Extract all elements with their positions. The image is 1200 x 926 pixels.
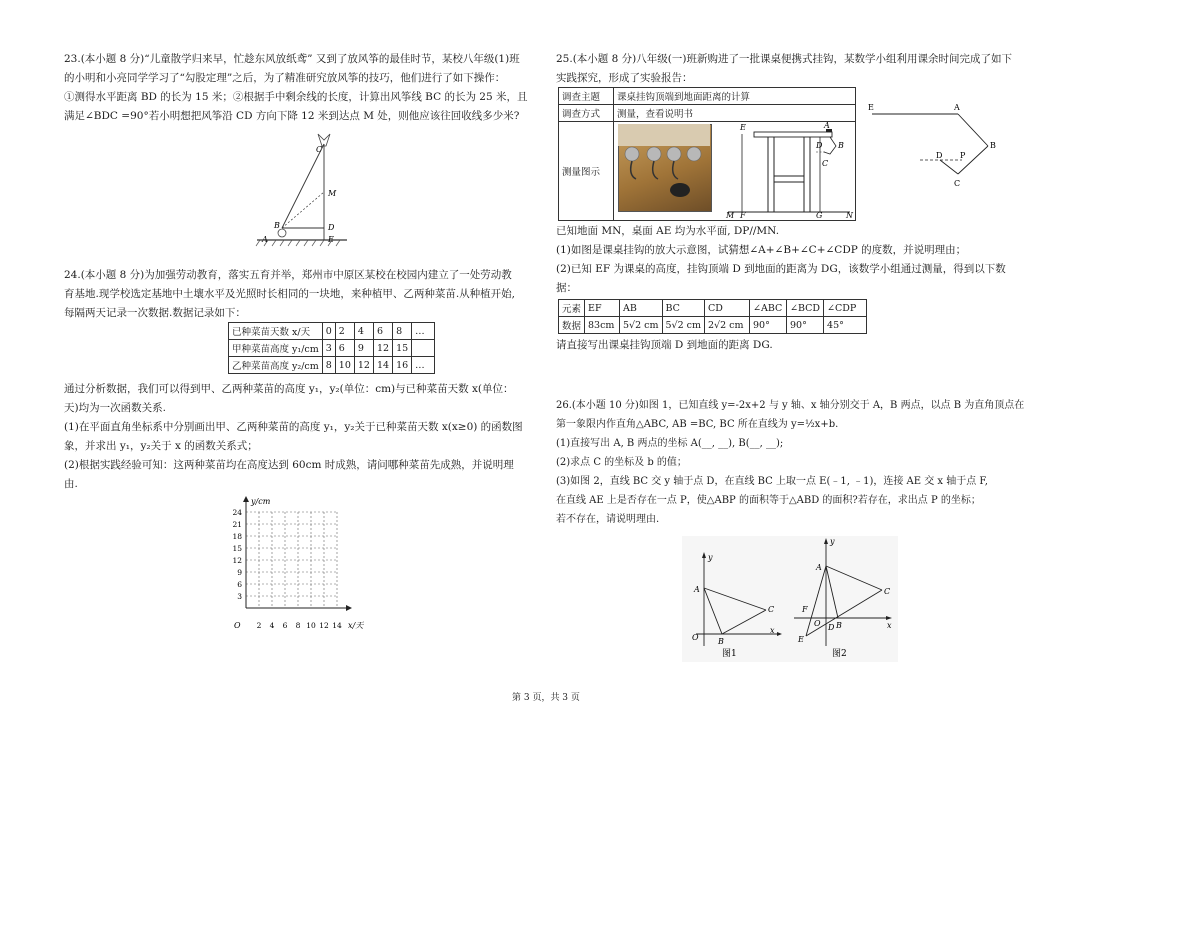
q26-text-6: 在直线 AE 上是否存在一点 P，使△ABP 的面积等于△ABD 的面积?若存在，求出点 P 的坐标； — [556, 495, 981, 506]
label-a: A — [824, 121, 830, 130]
q25-text-4: (1)如图是课桌挂钩的放大示意图，试猜想∠A+∠B+∠C+∠CDP 的度数，并说明理由； — [556, 244, 967, 256]
table-cell: BC — [662, 300, 705, 317]
label-p: P — [960, 151, 966, 160]
xtick: 12 — [319, 621, 329, 630]
q23-text-4: 满足∠BDC =90°若小明想把风筝沿 CD 方向下降 12 米到达点 M 处，则他应该往回收线多少米? — [64, 110, 520, 122]
grid-xlabel: x/天 — [348, 621, 364, 630]
ytick: 15 — [232, 544, 242, 553]
label-e: E — [740, 123, 746, 132]
desk-hook-photo-detail — [618, 124, 710, 210]
label-b: B — [838, 141, 844, 150]
label-y: y — [830, 537, 835, 546]
table-cell: 0 — [322, 323, 335, 340]
table-cell: 8 — [322, 357, 335, 374]
xtick: 8 — [295, 621, 301, 630]
table-row — [559, 317, 867, 334]
q23-text-2: 的小明和小亮同学学习了“勾股定理”之后，为了精准研究放风筝的技巧，他们进行了如下操作： — [64, 72, 506, 84]
table-cell: … — [412, 357, 435, 374]
label-b: B — [274, 221, 280, 230]
table-cell: 83cm — [585, 317, 620, 334]
label-d: D — [828, 623, 835, 632]
table-cell: 5√2 cm — [662, 317, 705, 334]
label-a: A — [954, 103, 960, 112]
q23-kite-figure — [252, 130, 352, 256]
table-cell: 16 — [393, 357, 412, 374]
q24-text-5: 天)均为一次函数关系. — [64, 402, 166, 414]
q24-data-table — [228, 322, 435, 374]
ytick: 24 — [232, 508, 242, 517]
table-cell: 8 — [393, 323, 412, 340]
table-cell: 15 — [393, 340, 412, 357]
table-cell: AB — [620, 300, 663, 317]
q26-text-1: 26.(本小题 10 分)如图 1，已知直线 y=-2x+2 与 y 轴、x 轴分别交于 A，B 两点，以点 B 为直角顶点在 — [556, 400, 1025, 411]
q26-text-5: (3)如图 2，直线 BC 交 y 轴于点 D，在直线 BC 上取一点 E(﹣1, ﹣1)，连接 AE 交 x 轴于点 F, — [556, 476, 988, 487]
label-b: B — [836, 621, 842, 630]
label-b: B — [990, 141, 996, 150]
table-cell: ∠BCD — [787, 300, 824, 317]
label-d: D — [816, 141, 823, 150]
q25-block — [556, 50, 1030, 88]
q26-figures — [682, 536, 898, 662]
xtick: 10 — [306, 621, 316, 630]
table-cell: ∠CDP — [824, 300, 867, 317]
label-m: M — [726, 211, 735, 220]
table-cell — [412, 340, 435, 357]
q24-coordinate-grid — [226, 494, 376, 636]
q25-text-5: (2)已知 EF 为课桌的高度，挂钩顶端 D 到地面的距离为 DG，该数学小组通过测量，得到以下数 — [556, 263, 1006, 275]
q25-block-3 — [556, 336, 1030, 355]
hook-enlarged-diagram — [866, 96, 1006, 196]
table-row — [559, 105, 856, 122]
report-label: 测量图示 — [559, 122, 614, 221]
label-m: M — [328, 189, 337, 198]
ytick: 3 — [237, 592, 242, 601]
label-e: E — [868, 103, 874, 112]
table-cell: CD — [705, 300, 750, 317]
label-a: A — [262, 235, 268, 244]
table-cell: 数据 — [559, 317, 585, 334]
q25-text-3: 已知地面 MN，桌面 AE 均为水平面, DP//MN. — [556, 225, 780, 237]
table-cell: 12 — [354, 357, 373, 374]
q26-text-2: 第一象限内作直角△ABC, AB =BC, BC 所在直线为 y=½x+b. — [556, 419, 839, 430]
ytick: 18 — [232, 532, 242, 541]
q24-text-6: (1)在平面直角坐标系中分别画出甲、乙两种菜苗的高度 y₁，y₂关于已种菜苗天数 x(x≥0) 的函数图 — [64, 421, 523, 433]
table-cell: 90° — [750, 317, 787, 334]
q24-text-9: 由. — [64, 478, 78, 490]
q25-text-1: 25.(本小题 8 分)八年级(一)班新购进了一批课桌便携式挂钩，某数学小组利用课余时间完成了如下 — [556, 53, 1012, 65]
label-x: x — [770, 626, 775, 635]
page-number: 第 3 页，共 3 页 — [512, 693, 580, 703]
table-cell: ∠ABC — [750, 300, 787, 317]
label-e: E — [798, 635, 804, 644]
table-cell: 4 — [354, 323, 373, 340]
report-label: 调查方式 — [559, 105, 614, 122]
ytick: 21 — [232, 520, 242, 529]
fig2-caption: 图2 — [832, 649, 847, 659]
label-d: D — [328, 223, 335, 232]
table-cell: 甲种菜苗高度 y₁/cm — [229, 340, 323, 357]
q26-text-7: 若不存在，请说明理由. — [556, 514, 660, 525]
label-x: x — [887, 621, 892, 630]
q24-text-4: 通过分析数据，我们可以得到甲、乙两种菜苗的高度 y₁，y₂(单位：cm)与已种菜苗天数 x(单位： — [64, 383, 514, 395]
q24-text-7: 象，并求出 y₁，y₂关于 x 的函数关系式； — [64, 440, 258, 452]
ytick: 12 — [232, 556, 242, 565]
label-f: F — [740, 211, 746, 220]
q26-block — [556, 396, 1030, 529]
table-cell: 乙种菜苗高度 y₂/cm — [229, 357, 323, 374]
table-cell: 90° — [787, 317, 824, 334]
q24-text-1: 24.(本小题 8 分)为加强劳动教育，落实五育并举，郑州市中原区某校在校园内建立了一处劳动教 — [64, 269, 512, 281]
table-row — [559, 88, 856, 105]
ytick: 9 — [237, 568, 242, 577]
label-e: E — [328, 235, 334, 244]
table-cell: 9 — [354, 340, 373, 357]
q24-text-3: 每隔两天记录一次数据.数据记录如下： — [64, 307, 246, 319]
q26-text-3: (1)直接写出 A, B 两点的坐标 A(__, __), B(__, __); — [556, 438, 784, 449]
label-o: O — [814, 619, 821, 628]
label-c: C — [884, 587, 891, 596]
q23-text-3: ①测得水平距离 BD 的长为 15 米；②根据手中剩余线的长度，计算出风筝线 BC 的长为 25 米，且 — [64, 91, 528, 103]
table-cell: 3 — [322, 340, 335, 357]
desk-diagram — [720, 120, 856, 220]
q25-text-7: 请直接写出课桌挂钩顶端 D 到地面的距离 DG. — [556, 339, 773, 351]
label-c: C — [822, 159, 829, 168]
table-cell: 6 — [373, 323, 392, 340]
table-cell: … — [412, 323, 435, 340]
table-cell: 14 — [373, 357, 392, 374]
report-value: 课桌挂钩顶端到地面距离的计算 — [614, 88, 856, 105]
label-a: A — [816, 563, 822, 572]
ytick: 6 — [237, 580, 242, 589]
fig1-caption: 图1 — [722, 649, 737, 659]
table-cell: EF — [585, 300, 620, 317]
label-c: C — [954, 179, 961, 188]
q26-text-4: (2)求点 C 的坐标及 b 的值； — [556, 457, 687, 468]
table-cell: 6 — [335, 340, 354, 357]
label-a: A — [694, 585, 700, 594]
label-b: B — [718, 637, 724, 646]
q25-text-2: 实践探究，形成了实验报告： — [556, 72, 693, 84]
label-c: C — [768, 605, 775, 614]
q25-text-6: 据： — [556, 282, 577, 294]
label-d: D — [936, 151, 943, 160]
label-y: y — [708, 553, 713, 562]
table-cell: 元素 — [559, 300, 585, 317]
q24-text-2: 育基地.现学校选定基地中土壤水平及光照时长相同的一块地，来种植甲、乙两种菜苗.从种植开始, — [64, 288, 516, 300]
q24-block — [64, 266, 540, 323]
table-row — [229, 323, 435, 340]
q23-text-1: 23.(本小题 8 分)“儿童散学归来早，忙趁东风放纸鸢” 又到了放风筝的最佳时节，某校八年级(1)班 — [64, 53, 520, 65]
report-label: 调查主题 — [559, 88, 614, 105]
grid-origin: O — [234, 621, 241, 630]
xtick: 14 — [332, 621, 342, 630]
table-cell: 45° — [824, 317, 867, 334]
table-cell: 已种菜苗天数 x/天 — [229, 323, 323, 340]
xtick: 4 — [269, 621, 275, 630]
label-c: C — [316, 145, 323, 154]
table-row — [229, 340, 435, 357]
label-n: N — [846, 211, 853, 220]
xtick: 2 — [256, 621, 262, 630]
grid-ylabel: y/cm — [251, 497, 271, 506]
table-cell: 2 — [335, 323, 354, 340]
q24-block-2 — [64, 380, 540, 494]
label-f: F — [802, 605, 808, 614]
table-row — [559, 300, 867, 317]
table-cell: 10 — [335, 357, 354, 374]
q25-data-table — [558, 299, 867, 334]
report-value: 测量，查看说明书 — [614, 105, 856, 122]
q24-text-8: (2)根据实践经验可知：这两种菜苗均在高度达到 60cm 时成熟，请问哪种菜苗先成熟，并说明理 — [64, 459, 514, 471]
table-cell: 5√2 cm — [620, 317, 663, 334]
label-o: O — [692, 633, 699, 642]
table-cell: 12 — [373, 340, 392, 357]
left-column — [64, 50, 540, 126]
label-g: G — [816, 211, 823, 220]
table-cell: 2√2 cm — [705, 317, 750, 334]
xtick: 6 — [282, 621, 288, 630]
q25-block-2 — [556, 222, 1030, 298]
table-row — [229, 357, 435, 374]
